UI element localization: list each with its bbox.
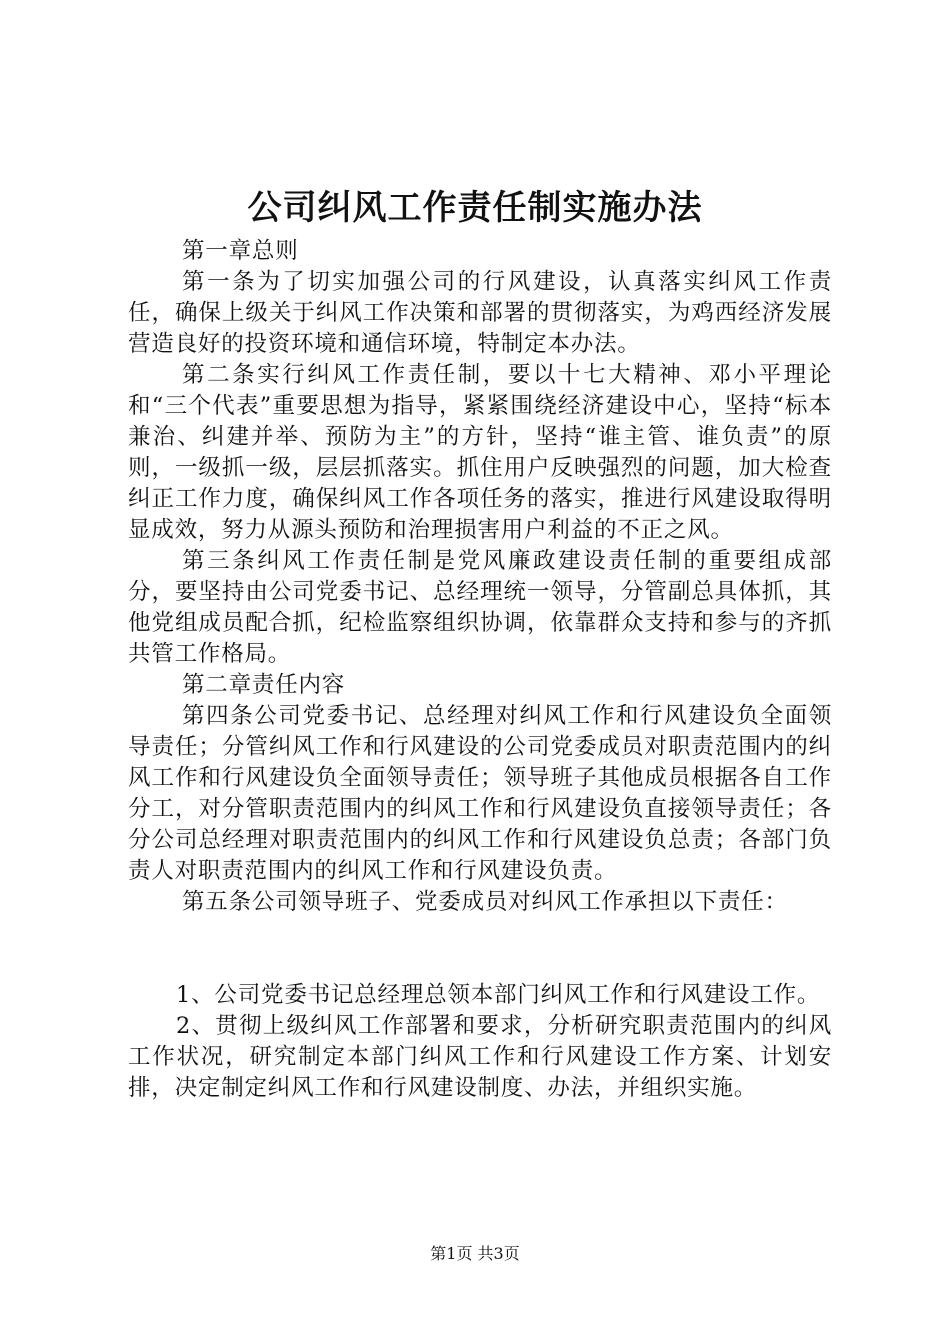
paragraph: 第二条实行纠风工作责任制，要以十七大精神、邓小平理论和“三个代表”重要思想为指导，紧紧围绕经济建设中心，坚持“标本兼治、纠建并举、预防为主”的方针，坚持“谁主管、谁负责”的原则，一级抓一级，层层抓落实。抓住用户反映强烈的问题，加大检查纠正工作力度，确保纠风工作各项任务的落实，推进行风建设取得明显成效，努力从源头预防和治理损害用户利益的不正之风。	[128, 362, 832, 543]
document-body	[128, 236, 832, 1104]
chapter-heading: 第一章总则	[182, 238, 299, 264]
list-item: 2、贯彻上级纠风工作部署和要求，分析研究职责范围内的纠风工作状况，研究制定本部门纠风工作和行风建设工作方案、计划安排，决定制定纠风工作和行风建设制度、办法，并组织实施。	[128, 1013, 832, 1101]
paragraph: 第五条公司领导班子、党委成员对纠风工作承担以下责任：	[182, 889, 788, 915]
paragraph: 第四条公司党委书记、总经理对纠风工作和行风建设负全面领导责任；分管纠风工作和行风建设的公司党委成员对职责范围内的纠风工作和行风建设负全面领导责任；领导班子其他成员根据各自工作分工，对分管职责范围内的纠风工作和行风建设负直接领导责任；各分公司总经理对职责范围内的纠风工作和行风建设负总责；各部门负责人对职责范围内的纠风工作和行风建设负责。	[128, 703, 832, 884]
chapter-heading: 第二章责任内容	[182, 672, 346, 698]
list-item: 1、公司党委书记总经理总领本部门纠风工作和行风建设工作。	[176, 982, 821, 1008]
document-title: 公司纠风工作责任制实施办法	[247, 188, 703, 228]
paragraph: 第三条纠风工作责任制是党风廉政建设责任制的重要组成部分，要坚持由公司党委书记、总经理统一领导，分管副总具体抓，其他党组成员配合抓，纪检监察组织协调，依靠群众支持和参与的齐抓共管工作格局。	[128, 548, 832, 667]
paragraph: 第一条为了切实加强公司的行风建设，认真落实纠风工作责任，确保上级关于纠风工作决策和部署的贯彻落实，为鸡西经济发展营造良好的投资环境和通信环境，特制定本办法。	[128, 269, 832, 357]
paragraph-gap	[128, 934, 832, 964]
page-footer: 第1页 共3页	[430, 1244, 520, 1263]
